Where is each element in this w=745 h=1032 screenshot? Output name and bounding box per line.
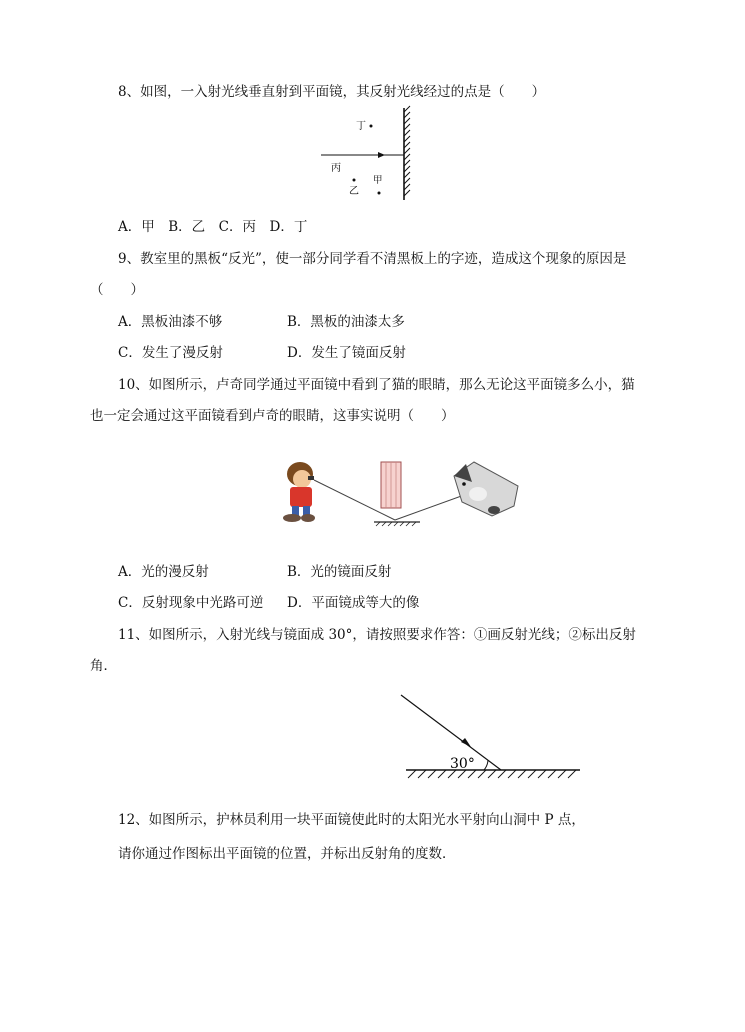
ray-arrow-icon xyxy=(461,738,471,747)
mirror-hatching xyxy=(408,770,576,778)
q10-option-d: D．平面镜成等大的像 xyxy=(287,595,420,611)
point-label-ding: 丁 xyxy=(356,121,366,132)
q8-stem: 8、如图，一入射光线垂直射到平面镜，其反射光线经过的点是（ ） xyxy=(118,84,546,100)
q9-stem-line1: 9、教室里的黑板“反光”，使一部分同学看不清黑板上的字迹，造成这个现象的原因是 xyxy=(118,251,627,267)
q9-option-a: A．黑板油漆不够 xyxy=(118,314,223,330)
boy-illustration xyxy=(283,462,315,522)
point-label-jia: 甲 xyxy=(373,175,383,186)
q10-option-b: B．光的镜面反射 xyxy=(287,564,392,580)
point-label-yi: 乙 xyxy=(349,186,359,197)
q10-option-a: A．光的漫反射 xyxy=(118,564,209,580)
q8-figure xyxy=(318,108,418,203)
q11-stem-line2: 角． xyxy=(90,658,117,674)
angle-arc xyxy=(484,760,488,770)
q10-figure xyxy=(278,458,523,528)
point-yi xyxy=(353,179,356,182)
q10-stem-line1: 10、如图所示，卢奇同学通过平面镜中看到了猫的眼睛，那么无论这平面镜多么小，猫 xyxy=(118,377,635,393)
q9-option-c: C．发生了漫反射 xyxy=(118,345,223,361)
mirror-hatching xyxy=(404,106,410,196)
q12-stem-line2: 请你通过作图标出平面镜的位置，并标出反射角的度数． xyxy=(118,846,456,862)
q8-options: A．甲 B．乙 C．丙 D．丁 xyxy=(118,219,308,235)
q9-option-d: D．发生了镜面反射 xyxy=(287,345,406,361)
point-ding xyxy=(370,125,373,128)
cat-illustration xyxy=(454,462,518,516)
q11-figure xyxy=(398,690,586,780)
point-label-bing: 丙 xyxy=(331,163,341,174)
q9-stem-line2: （ ） xyxy=(90,282,144,298)
q10-stem-line2: 也一定会通过这平面镜看到卢奇的眼睛，这事实说明（ ） xyxy=(90,408,455,424)
mirror-panel xyxy=(381,462,401,508)
q9-option-b: B．黑板的油漆太多 xyxy=(287,314,405,330)
q12-stem-line1: 12、如图所示，护林员利用一块平面镜使此时的太阳光水平射向山洞中 P 点， xyxy=(118,812,585,828)
q11-stem-line1: 11、如图所示，入射光线与镜面成 30°，请按照要求作答：①画反射光线；②标出反射 xyxy=(118,627,636,643)
point-jia xyxy=(378,192,381,195)
angle-label: 30° xyxy=(450,756,475,772)
ray-arrow-icon xyxy=(378,152,385,158)
q10-option-c: C．反射现象中光路可逆 xyxy=(118,595,264,611)
